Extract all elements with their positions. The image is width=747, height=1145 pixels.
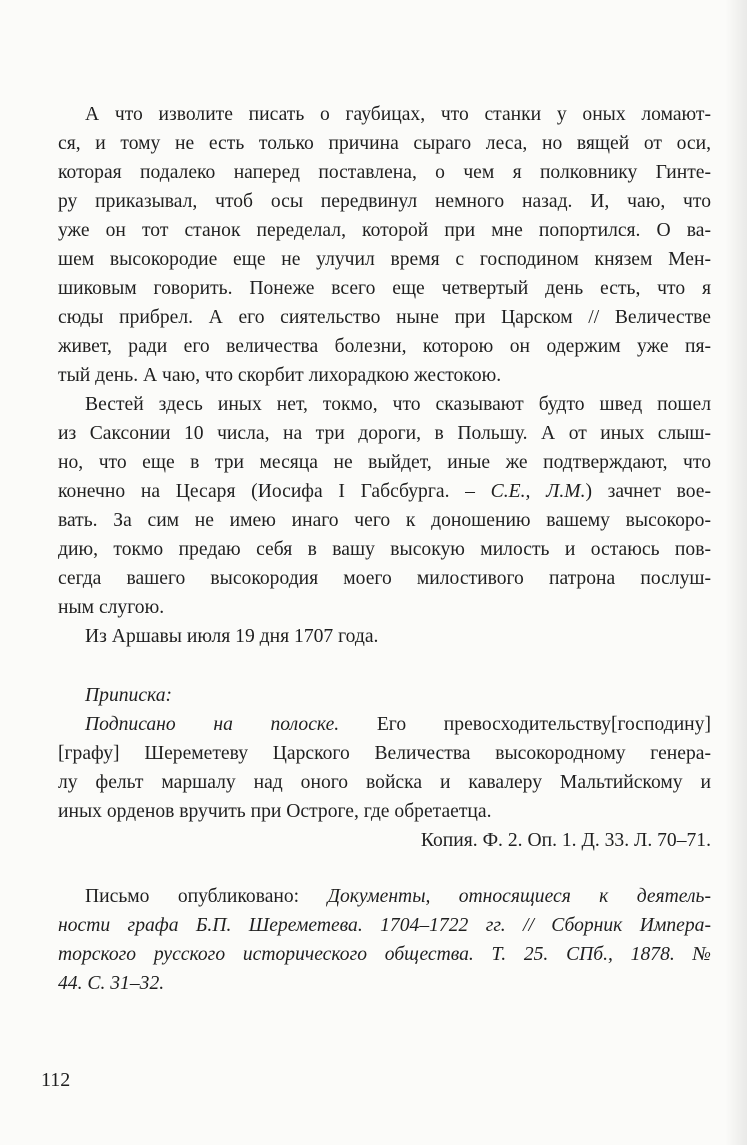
publication-note [58, 882, 711, 998]
text-line: ру приказывал, чтоб осы передвинул немного назад. И, чаю, что [58, 191, 711, 212]
text-line [58, 911, 711, 940]
archive-reference: Копия. Ф. 2. Оп. 1. Д. 33. Л. 70–71. [420, 830, 711, 851]
text-line [58, 940, 711, 969]
letter-paragraph-2 [58, 390, 711, 622]
letter-date-line: Из Аршавы июля 19 дня 1707 года. [85, 626, 379, 647]
text-line: которая подалеко наперед поставлена, о чем я полковнику Гинте- [58, 162, 711, 183]
page-text [58, 100, 711, 998]
text-line: ся, и тому не есть только причина сыраго леса, но вящей от оси, [58, 133, 711, 154]
text-line: сюды прибрел. А его сиятельство ныне при Царском // Величестве [58, 307, 711, 328]
text-line: иных орденов вручить при Остроге, где обретаетца. [58, 801, 492, 822]
text-line: тый день. А чаю, что скорбит лихорадкою жестокою. [58, 365, 502, 386]
text-line: А что изволите писать о гаубицах, что станки у оных ломают- [85, 104, 711, 125]
postscript-heading-text: Приписка: [85, 685, 173, 706]
text-line: ным слугою. [58, 597, 165, 618]
postscript-heading [58, 681, 711, 710]
text-line: дию, токмо предаю себя в вашу высокую милость и остаюсь пов- [58, 539, 711, 560]
text-line: Вестей здесь иных нет, токмо, что сказывают будто швед пошел [85, 394, 711, 415]
text-line: вать. За сим не имею инаго чего к доношению вашему высокоро- [58, 510, 711, 531]
text-line [58, 710, 711, 739]
text-line: лу фельт маршалу над оного войска и кавалеру Мальтийскому и [58, 772, 711, 793]
text-segment: конечно на Цесаря (Иосифа I Габсбурга. – [58, 481, 491, 502]
spacer [58, 855, 711, 882]
text-segment: Его превосходительству[господину] [339, 714, 711, 735]
text-segment: ) зачнет вое- [585, 481, 711, 502]
postscript [58, 681, 711, 855]
text-line: из Саксонии 10 числа, на три дороги, в Польшу. А от иных слыш- [58, 423, 711, 444]
postscript-note: Подписано на полоске. [85, 714, 340, 735]
text-line: но, что еще в три месяца не выйдет, иные же подтверждают, что [58, 452, 711, 473]
text-line: уже он тот станок переделал, которой при мне попортился. О ва- [58, 220, 711, 241]
citation-text: торского русского исторического общества. Т. 25. СПб., 1878. № [58, 944, 711, 965]
text-line: [графу] Шереметеву Царского Величества высокородному генера- [58, 743, 711, 764]
text-line: шем высокородие еще не улучил время с господином князем Мен- [58, 249, 711, 270]
page-edge-shadow [725, 0, 747, 1145]
citation-text: ности графа Б.П. Шереметева. 1704–1722 гг. // Сборник Импера- [58, 915, 711, 936]
text-line-with-editor-note [58, 477, 711, 506]
text-line [58, 969, 711, 998]
text-line [58, 882, 711, 911]
page-number: 112 [41, 1069, 71, 1091]
text-line: шиковым говорить. Понеже всего еще четвертый день есть, что я [58, 278, 711, 299]
text-line: живет, ради его величества болезни, которою он одержим уже пя- [58, 336, 711, 357]
text-line: сегда вашего высокородия моего милостивого патрона послуш- [58, 568, 711, 589]
letter-paragraph-1 [58, 100, 711, 390]
citation-title: Документы, относящиеся к деятель- [327, 886, 711, 907]
spacer [58, 651, 711, 681]
editor-initials: С.Е., Л.М. [490, 481, 586, 502]
citation-text: 44. С. 31–32. [58, 973, 165, 994]
text-segment: Письмо опубликовано: [85, 886, 328, 907]
